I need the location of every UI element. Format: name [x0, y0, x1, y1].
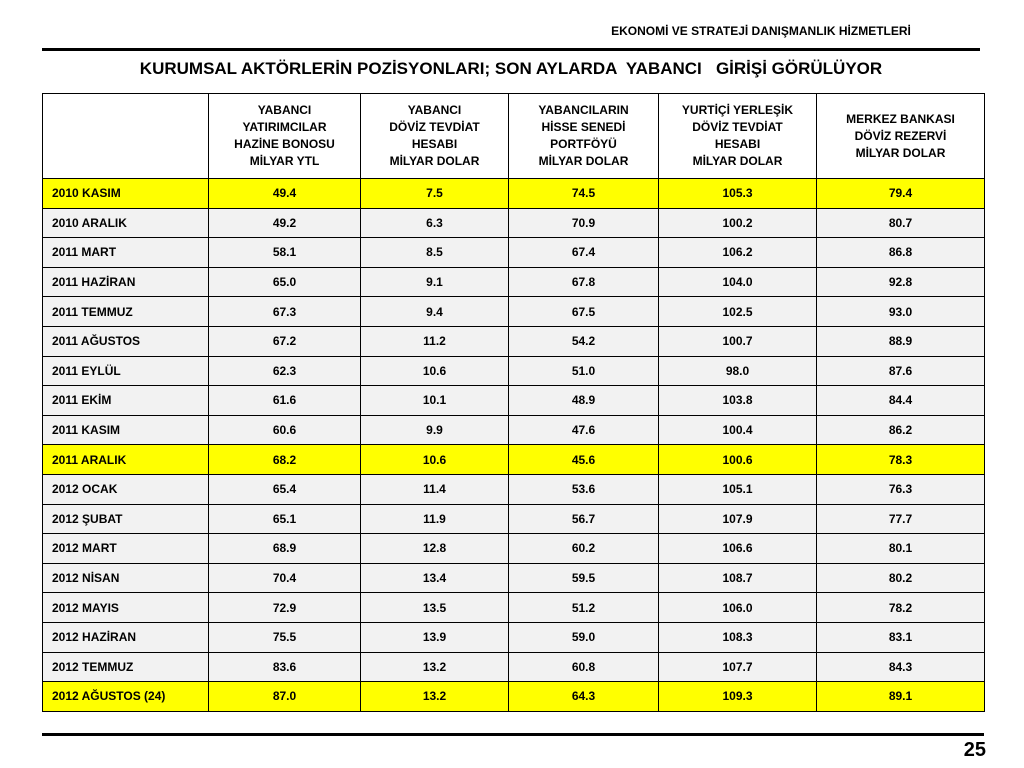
- table-cell: 100.6: [659, 445, 817, 475]
- table-row: [43, 593, 985, 623]
- table-cell: 13.2: [361, 682, 509, 712]
- table-row: [43, 386, 985, 416]
- table-cell: 98.0: [659, 356, 817, 386]
- bottom-divider: [42, 733, 984, 736]
- column-header-line: HİSSE SENEDİ: [541, 120, 626, 134]
- table-cell: 78.2: [817, 593, 985, 623]
- page-number: 25: [963, 739, 986, 761]
- table-cell: 100.7: [659, 326, 817, 356]
- table-cell: 67.4: [509, 238, 659, 268]
- column-header-line: PORTFÖYÜ: [550, 137, 617, 151]
- table-row: [43, 445, 985, 475]
- slide-title: KURUMSAL AKTÖRLERİN POZİSYONLARI; SON AYLARDA YABANCI GİRİŞİ GÖRÜLÜYOR: [139, 59, 883, 78]
- column-header-line: HESABI: [714, 137, 761, 151]
- table-cell: 13.9: [361, 622, 509, 652]
- corner-header-cell: [43, 94, 209, 179]
- table-cell: 76.3: [817, 474, 985, 504]
- table-cell: 80.1: [817, 534, 985, 564]
- table-cell: 87.6: [817, 356, 985, 386]
- column-header: [659, 94, 817, 179]
- table-row: [43, 179, 985, 209]
- table-cell: 80.7: [817, 208, 985, 238]
- table-row: [43, 267, 985, 297]
- column-header: [209, 94, 361, 179]
- table-cell: 6.3: [361, 208, 509, 238]
- table-cell: 92.8: [817, 267, 985, 297]
- table-cell: 87.0: [209, 682, 361, 712]
- table-cell: 108.3: [659, 622, 817, 652]
- table-cell: 84.3: [817, 652, 985, 682]
- table-row: [43, 622, 985, 652]
- column-header-line: DÖVİZ TEVDİAT: [389, 120, 480, 134]
- table-cell: 93.0: [817, 297, 985, 327]
- table-cell: 10.6: [361, 445, 509, 475]
- row-label: 2012 NİSAN: [43, 563, 209, 593]
- table-row: [43, 534, 985, 564]
- table-cell: 100.2: [659, 208, 817, 238]
- column-header: [361, 94, 509, 179]
- table-cell: 89.1: [817, 682, 985, 712]
- row-label: 2011 ARALIK: [43, 445, 209, 475]
- table-cell: 61.6: [209, 386, 361, 416]
- table-cell: 8.5: [361, 238, 509, 268]
- table-cell: 108.7: [659, 563, 817, 593]
- table-cell: 83.1: [817, 622, 985, 652]
- table-cell: 84.4: [817, 386, 985, 416]
- table-cell: 60.8: [509, 652, 659, 682]
- column-header-line: YABANCI: [257, 103, 312, 117]
- data-table: [42, 93, 985, 712]
- table-cell: 51.0: [509, 356, 659, 386]
- table-cell: 51.2: [509, 593, 659, 623]
- table-row: [43, 326, 985, 356]
- row-label: 2012 MART: [43, 534, 209, 564]
- table-row: [43, 682, 985, 712]
- table-cell: 83.6: [209, 652, 361, 682]
- table-cell: 100.4: [659, 415, 817, 445]
- table-cell: 78.3: [817, 445, 985, 475]
- row-label: 2012 TEMMUZ: [43, 652, 209, 682]
- table-cell: 102.5: [659, 297, 817, 327]
- column-header-line: MİLYAR DOLAR: [855, 145, 946, 160]
- table-cell: 68.2: [209, 445, 361, 475]
- table-cell: 62.3: [209, 356, 361, 386]
- table-cell: 10.1: [361, 386, 509, 416]
- column-header-line: MİLYAR DOLAR: [538, 154, 629, 168]
- table-cell: 106.6: [659, 534, 817, 564]
- table-cell: 105.3: [659, 179, 817, 209]
- table-cell: 58.1: [209, 238, 361, 268]
- table-cell: 67.8: [509, 267, 659, 297]
- table-header-row: [43, 94, 985, 179]
- table-cell: 60.2: [509, 534, 659, 564]
- table-cell: 48.9: [509, 386, 659, 416]
- table-cell: 53.6: [509, 474, 659, 504]
- table-cell: 9.9: [361, 415, 509, 445]
- table-cell: 45.6: [509, 445, 659, 475]
- table-cell: 67.2: [209, 326, 361, 356]
- table-cell: 75.5: [209, 622, 361, 652]
- row-label: 2011 AĞUSTOS: [43, 326, 209, 356]
- table-row: [43, 208, 985, 238]
- table-cell: 88.9: [817, 326, 985, 356]
- table-cell: 10.6: [361, 356, 509, 386]
- table-cell: 65.0: [209, 267, 361, 297]
- row-label: 2012 ŞUBAT: [43, 504, 209, 534]
- column-header: [817, 94, 985, 179]
- table-cell: 107.7: [659, 652, 817, 682]
- table-row: [43, 238, 985, 268]
- top-divider: [42, 48, 980, 51]
- row-label: 2012 AĞUSTOS (24): [43, 682, 209, 712]
- column-header-line: DÖVİZ TEVDİAT: [692, 120, 783, 134]
- table-cell: 68.9: [209, 534, 361, 564]
- row-label: 2010 ARALIK: [43, 208, 209, 238]
- row-label: 2010 KASIM: [43, 179, 209, 209]
- column-header-line: DÖVİZ REZERVİ: [854, 128, 947, 143]
- table-cell: 47.6: [509, 415, 659, 445]
- column-header-line: YATIRIMCILAR: [242, 120, 327, 134]
- row-label: 2012 HAZİRAN: [43, 622, 209, 652]
- table-cell: 86.2: [817, 415, 985, 445]
- table-cell: 79.4: [817, 179, 985, 209]
- column-header: [509, 94, 659, 179]
- table-cell: 70.4: [209, 563, 361, 593]
- table-cell: 103.8: [659, 386, 817, 416]
- company-header: EKONOMİ VE STRATEJİ DANIŞMANLIK HİZMETLERİ: [611, 24, 911, 38]
- table-cell: 65.4: [209, 474, 361, 504]
- table-cell: 49.4: [209, 179, 361, 209]
- table-row: [43, 415, 985, 445]
- table-cell: 74.5: [509, 179, 659, 209]
- row-label: 2011 EKİM: [43, 386, 209, 416]
- column-header-line: MİLYAR DOLAR: [692, 154, 783, 168]
- table-cell: 80.2: [817, 563, 985, 593]
- table-cell: 13.2: [361, 652, 509, 682]
- row-label: 2011 TEMMUZ: [43, 297, 209, 327]
- table-cell: 56.7: [509, 504, 659, 534]
- table-cell: 109.3: [659, 682, 817, 712]
- table-body: [43, 179, 985, 712]
- table-cell: 72.9: [209, 593, 361, 623]
- table-cell: 11.9: [361, 504, 509, 534]
- table-cell: 70.9: [509, 208, 659, 238]
- row-label: 2011 EYLÜL: [43, 356, 209, 386]
- column-header-line: MİLYAR YTL: [249, 154, 320, 168]
- table-cell: 106.0: [659, 593, 817, 623]
- row-label: 2012 OCAK: [43, 474, 209, 504]
- column-header-line: YABANCILARIN: [538, 103, 629, 117]
- table-cell: 106.2: [659, 238, 817, 268]
- table-cell: 60.6: [209, 415, 361, 445]
- column-header-line: MERKEZ BANKASI: [846, 111, 955, 126]
- row-label: 2011 KASIM: [43, 415, 209, 445]
- table-row: [43, 652, 985, 682]
- table-cell: 65.1: [209, 504, 361, 534]
- table-cell: 49.2: [209, 208, 361, 238]
- table-cell: 59.5: [509, 563, 659, 593]
- column-header-line: HESABI: [411, 137, 458, 151]
- row-label: 2011 MART: [43, 238, 209, 268]
- table-cell: 9.1: [361, 267, 509, 297]
- table-row: [43, 563, 985, 593]
- table-cell: 67.3: [209, 297, 361, 327]
- table-cell: 59.0: [509, 622, 659, 652]
- table-row: [43, 297, 985, 327]
- table-cell: 104.0: [659, 267, 817, 297]
- table-cell: 77.7: [817, 504, 985, 534]
- table-row: [43, 504, 985, 534]
- row-label: 2012 MAYIS: [43, 593, 209, 623]
- column-header-line: MİLYAR DOLAR: [389, 154, 480, 168]
- table-cell: 11.2: [361, 326, 509, 356]
- table-cell: 86.8: [817, 238, 985, 268]
- column-header-line: YABANCI: [407, 103, 462, 117]
- table-cell: 107.9: [659, 504, 817, 534]
- table-row: [43, 356, 985, 386]
- table-cell: 11.4: [361, 474, 509, 504]
- row-label: 2011 HAZİRAN: [43, 267, 209, 297]
- table-row: [43, 474, 985, 504]
- table-cell: 54.2: [509, 326, 659, 356]
- table-cell: 13.5: [361, 593, 509, 623]
- table-cell: 67.5: [509, 297, 659, 327]
- column-header-line: HAZİNE BONOSU: [234, 137, 335, 151]
- column-header-line: YURTİÇİ YERLEŞİK: [681, 103, 794, 117]
- table-cell: 7.5: [361, 179, 509, 209]
- table-cell: 9.4: [361, 297, 509, 327]
- table-cell: 64.3: [509, 682, 659, 712]
- table-cell: 105.1: [659, 474, 817, 504]
- table-cell: 12.8: [361, 534, 509, 564]
- table-cell: 13.4: [361, 563, 509, 593]
